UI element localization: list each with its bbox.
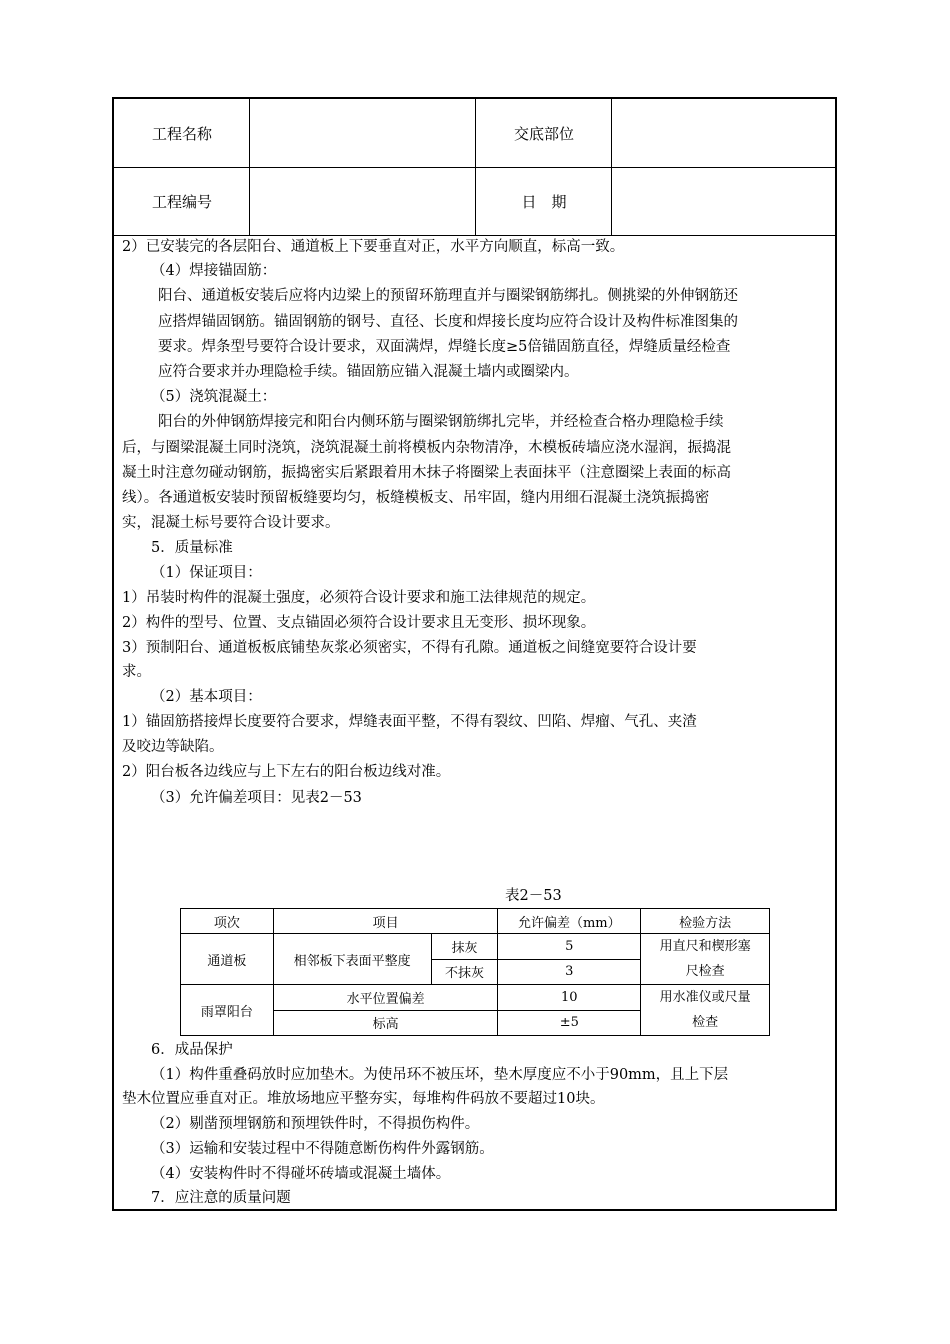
table-cell-method	[641, 985, 770, 1036]
table-cell: 相邻板下表面平整度	[273, 934, 431, 985]
project-name-value	[250, 99, 476, 167]
project-name-label: 工程名称	[151, 124, 212, 143]
section-heading: 5．质量标准	[151, 540, 233, 556]
text-line: 线）。各通道板安装时预留板缝要均匀，板缝模板支、吊牢固，缝内用细石混凝土浇筑振捣密	[122, 490, 710, 506]
text-line: 2）已安装完的各层阳台、通道板上下要垂直对正，水平方向顺直，标高一致。	[122, 239, 625, 255]
text-line: 求。	[122, 664, 151, 680]
header-cell: 允许偏差（mm）	[498, 909, 641, 934]
section-heading: 7．应注意的质量问题	[151, 1190, 291, 1206]
text-line: （1）保证项目：	[151, 565, 262, 581]
text-line: 1）锚固筋搭接焊长度要符合要求，焊缝表面平整，不得有裂纹、凹陷、焊瘤、气孔、夹渣	[122, 714, 697, 730]
table-header-row	[181, 909, 770, 934]
method-line-1: 用直尺和楔形塞	[659, 939, 751, 954]
table-cell: 抹灰	[431, 934, 498, 960]
text-line: （2）基本项目：	[151, 689, 262, 705]
text-line: 及咬边等缺陷。	[122, 739, 224, 755]
header-divider-2	[475, 99, 476, 235]
text-line: 实，混凝土标号要符合设计要求。	[122, 515, 340, 531]
header-cell: 项目	[273, 909, 498, 934]
text-line: （1）构件重叠码放时应加垫木。为使吊环不被压坏，垫木厚度应不小于90mm，且上下层	[151, 1067, 729, 1083]
text-line: 凝土时注意勿碰动钢筋，振捣密实后紧跟着用木抹子将圈梁上表面抹平（注意圈梁上表面的标高	[122, 465, 731, 481]
deviation-table	[180, 908, 770, 1036]
method-line-1: 用水准仪或尺量	[659, 990, 751, 1005]
text-line: （3）运输和安装过程中不得随意断伤构件外露钢筋。	[151, 1141, 494, 1157]
text-line: （4）安装构件时不得碰坏砖墙或混凝土墙体。	[151, 1166, 451, 1182]
text-line: 1）吊装时构件的混凝土强度，必须符合设计要求和施工法律规范的规定。	[122, 590, 596, 606]
header-divider-1	[249, 99, 250, 235]
method-line-2: 检查	[692, 1015, 719, 1030]
text-line: 要求。焊条型号要符合设计要求，双面满焊，焊缝长度≥5倍锚固筋直径，焊缝质量经检查	[158, 339, 731, 355]
table-cell: 标高	[273, 1010, 498, 1036]
project-no-label: 工程编号	[151, 192, 212, 211]
table-cell: 水平位置偏差	[273, 985, 498, 1011]
table-row	[181, 985, 770, 1011]
table-cell: 3	[498, 959, 641, 985]
table-cell: 通道板	[181, 934, 274, 985]
table-cell: 雨罩阳台	[181, 985, 274, 1036]
project-no-value	[250, 167, 476, 235]
text-line: 阳台、通道板安装后应将内边梁上的预留环筋理直并与圈梁钢筋绑扎。侧挑梁的外伸钢筋还	[158, 288, 738, 304]
table-row	[181, 934, 770, 960]
table-cell: 不抹灰	[431, 959, 498, 985]
text-line: 3）预制阳台、通道板板底铺垫灰浆必须密实，不得有孔隙。通道板之间缝宽要符合设计要	[122, 640, 697, 656]
text-line: 应搭焊锚固钢筋。锚固钢筋的钢号、直径、长度和焊接长度均应符合设计及构件标准图集的	[158, 314, 738, 330]
text-line: （4）焊接锚固筋：	[151, 263, 277, 279]
method-line-2: 尺检查	[685, 964, 725, 979]
section-heading: 6．成品保护	[151, 1042, 233, 1058]
header-divider-3	[611, 99, 612, 235]
text-line: （2）剔凿预埋钢筋和预埋铁件时，不得损伤构件。	[151, 1116, 480, 1132]
date-value	[612, 167, 835, 235]
table-cell: ±5	[498, 1010, 641, 1036]
header-cell: 项次	[181, 909, 274, 934]
text-line: 后，与圈梁混凝土同时浇筑，浇筑混凝土前将模板内杂物清净，木模板砖墙应浇水湿润，振捣混	[122, 440, 731, 456]
table-cell: 10	[498, 985, 641, 1011]
header-cell: 检验方法	[641, 909, 770, 934]
text-line: （5）浇筑混凝土：	[151, 389, 277, 405]
disclosure-part-label: 交底部位	[513, 124, 574, 143]
text-line: 阳台的外伸钢筋焊接完和阳台内侧环筋与圈梁钢筋绑扎完毕，并经检查合格办理隐检手续	[158, 414, 724, 430]
text-line: 垫木位置应垂直对正。堆放场地应平整夯实，每堆构件码放不要超过10块。	[122, 1091, 605, 1107]
table-cell-method	[641, 934, 770, 985]
date-label: 日 期	[521, 192, 567, 211]
text-line: （3）允许偏差项目：见表2－53	[151, 790, 362, 806]
disclosure-part-value	[612, 99, 835, 167]
text-line: 2）构件的型号、位置、支点锚固必须符合设计要求且无变形、损坏现象。	[122, 615, 596, 631]
table-cell: 5	[498, 934, 641, 960]
text-line: 2）阳台板各边线应与上下左右的阳台板边线对准。	[122, 764, 451, 780]
table-title: 表2－53	[505, 888, 562, 904]
text-line: 应符合要求并办理隐检手续。锚固筋应锚入混凝土墙内或圈梁内。	[158, 364, 579, 380]
